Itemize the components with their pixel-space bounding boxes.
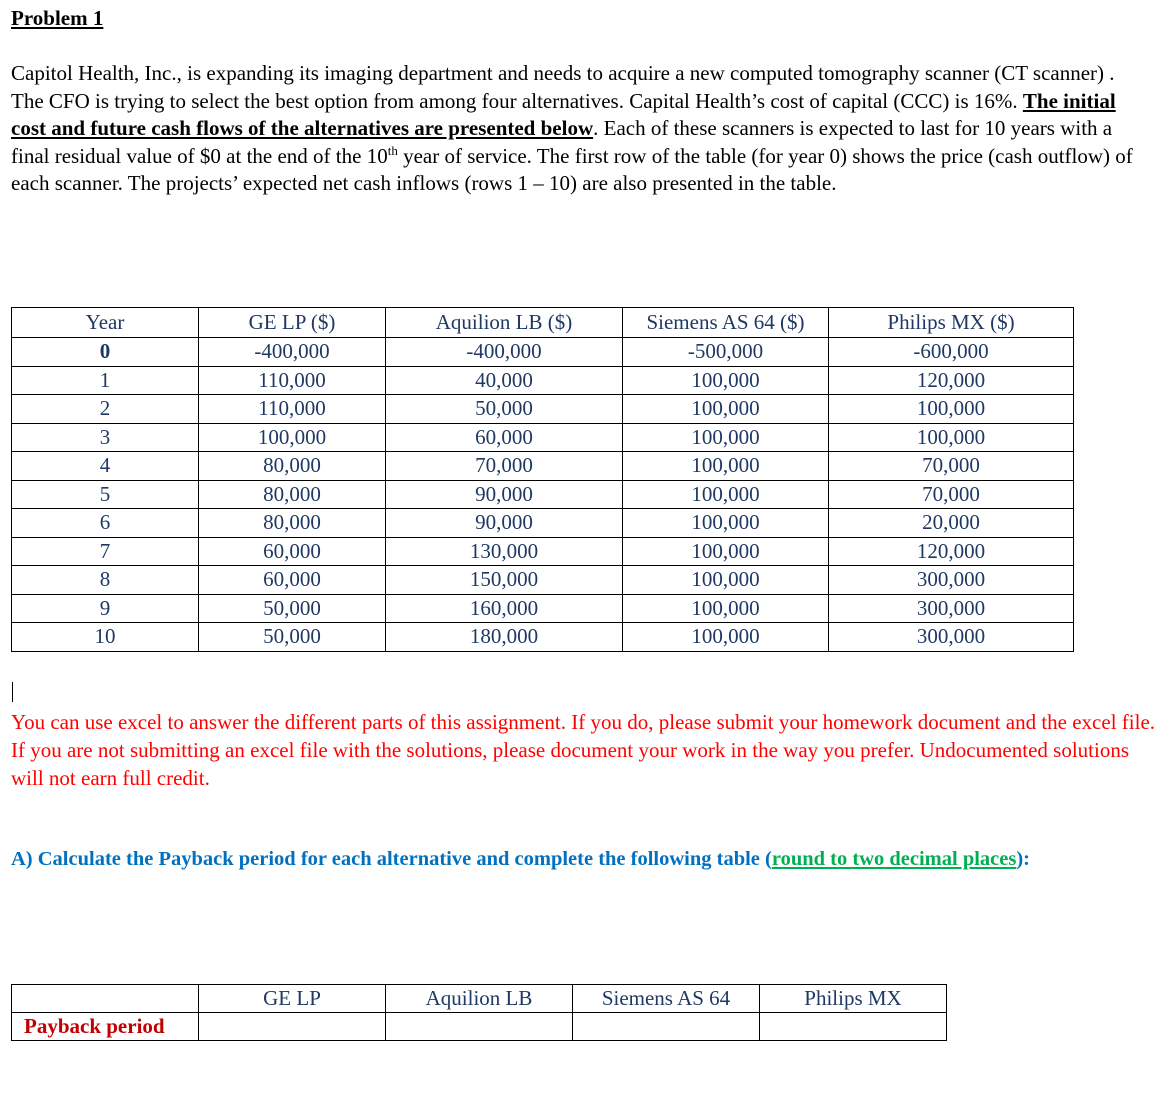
- cell-ge-lp: 50,000: [199, 594, 386, 623]
- cell-aquilion-lb: 90,000: [386, 509, 623, 538]
- cell-aquilion-lb: 70,000: [386, 452, 623, 481]
- cell-aquilion-lb: 130,000: [386, 537, 623, 566]
- intro-superscript: th: [387, 142, 398, 158]
- cell-year: 5: [12, 480, 199, 509]
- cell-year: 1: [12, 366, 199, 395]
- cell-siemens-as64: 100,000: [623, 480, 829, 509]
- question-a: [11, 846, 1141, 873]
- cell-philips-mx: 70,000: [829, 452, 1074, 481]
- cell-siemens-as64: 100,000: [623, 623, 829, 652]
- payback-header-aquilion-lb: Aquilion LB: [386, 985, 573, 1013]
- cell-aquilion-lb: 40,000: [386, 366, 623, 395]
- cell-ge-lp: -400,000: [199, 338, 386, 367]
- payback-header-philips-mx: Philips MX: [760, 985, 947, 1013]
- cash-flow-row: [12, 338, 1074, 367]
- payback-cell-philips-mx[interactable]: [760, 1013, 947, 1041]
- payback-cell-siemens-as64[interactable]: [573, 1013, 760, 1041]
- intro-text-2: . Each of these scanners is expected to last for 10 years with a final residual value of $0 at the end of the 10: [11, 116, 1113, 168]
- cash-flow-row: [12, 395, 1074, 424]
- cell-siemens-as64: 100,000: [623, 594, 829, 623]
- cash-flow-row: [12, 623, 1074, 652]
- payback-cell-aquilion-lb[interactable]: [386, 1013, 573, 1041]
- problem-intro: [11, 60, 1151, 198]
- payback-table: [11, 984, 947, 1041]
- payback-value-row: [12, 1013, 947, 1041]
- cell-siemens-as64: 100,000: [623, 452, 829, 481]
- cell-siemens-as64: 100,000: [623, 537, 829, 566]
- cash-flow-row: [12, 423, 1074, 452]
- cell-aquilion-lb: 150,000: [386, 566, 623, 595]
- cell-year: 7: [12, 537, 199, 566]
- cell-philips-mx: 70,000: [829, 480, 1074, 509]
- question-rounding-note: round to two decimal places: [771, 848, 1017, 870]
- cell-siemens-as64: 100,000: [623, 509, 829, 538]
- cell-ge-lp: 110,000: [199, 395, 386, 424]
- cell-year: 4: [12, 452, 199, 481]
- cell-philips-mx: -600,000: [829, 338, 1074, 367]
- cell-year: 6: [12, 509, 199, 538]
- payback-cell-ge-lp[interactable]: [199, 1013, 386, 1041]
- cell-year: 10: [12, 623, 199, 652]
- cell-aquilion-lb: 180,000: [386, 623, 623, 652]
- header-ge-lp: GE LP ($): [199, 308, 386, 338]
- cell-philips-mx: 300,000: [829, 594, 1074, 623]
- cell-philips-mx: 300,000: [829, 566, 1074, 595]
- cell-ge-lp: 100,000: [199, 423, 386, 452]
- problem-title: Problem 1: [11, 6, 104, 30]
- cell-ge-lp: 80,000: [199, 480, 386, 509]
- text-cursor: [12, 682, 13, 702]
- payback-header-blank: [12, 985, 199, 1013]
- cell-year: 8: [12, 566, 199, 595]
- intro-text-3: year of service. The first row of the table (for year 0) shows the price (cash outflow) of each scanner. The projects’ expected net cash inflows (rows 1 – 10) are also presented in the table.: [11, 143, 1133, 196]
- cash-flow-row: [12, 594, 1074, 623]
- cell-year: 9: [12, 594, 199, 623]
- cash-flow-row: [12, 537, 1074, 566]
- cash-flow-row: [12, 566, 1074, 595]
- payback-header-siemens-as64: Siemens AS 64: [573, 985, 760, 1013]
- payback-row-label: Payback period: [12, 1013, 199, 1041]
- cell-philips-mx: 20,000: [829, 509, 1074, 538]
- payback-header-ge-lp: GE LP: [199, 985, 386, 1013]
- cell-ge-lp: 110,000: [199, 366, 386, 395]
- header-year: Year: [12, 308, 199, 338]
- intro-emphasis: The initial cost and future cash flows of the alternatives are presented below: [11, 88, 1116, 141]
- cell-philips-mx: 120,000: [829, 537, 1074, 566]
- cell-aquilion-lb: 160,000: [386, 594, 623, 623]
- cell-year: 3: [12, 423, 199, 452]
- cell-aquilion-lb: 60,000: [386, 423, 623, 452]
- question-end: ):: [1016, 848, 1031, 870]
- header-philips-mx: Philips MX ($): [829, 308, 1074, 338]
- cash-flow-row: [12, 366, 1074, 395]
- cell-philips-mx: 300,000: [829, 623, 1074, 652]
- payback-header-row: [12, 985, 947, 1013]
- cell-siemens-as64: 100,000: [623, 566, 829, 595]
- cash-flow-row: [12, 452, 1074, 481]
- cell-siemens-as64: -500,000: [623, 338, 829, 367]
- cell-ge-lp: 60,000: [199, 537, 386, 566]
- cash-flow-header-row: [12, 308, 1074, 338]
- cell-siemens-as64: 100,000: [623, 366, 829, 395]
- cell-philips-mx: 100,000: [829, 395, 1074, 424]
- question-text: A) Calculate the Payback period for each alternative and complete the following table (: [11, 848, 772, 870]
- cell-aquilion-lb: 90,000: [386, 480, 623, 509]
- header-siemens-as64: Siemens AS 64 ($): [623, 308, 829, 338]
- cash-flow-row: [12, 480, 1074, 509]
- cell-ge-lp: 80,000: [199, 452, 386, 481]
- cell-year: 0: [12, 338, 199, 367]
- cell-philips-mx: 120,000: [829, 366, 1074, 395]
- cell-aquilion-lb: -400,000: [386, 338, 623, 367]
- intro-text-1: Capitol Health, Inc., is expanding its imaging department and needs to acquire a new computed tomography scanner (CT scanner) . The CFO is trying to select the best option from among four alternatives. Capital Health’s cost of capital (CCC) is 16%.: [11, 61, 1115, 113]
- cell-ge-lp: 80,000: [199, 509, 386, 538]
- cell-ge-lp: 50,000: [199, 623, 386, 652]
- cash-flow-row: [12, 509, 1074, 538]
- header-aquilion-lb: Aquilion LB ($): [386, 308, 623, 338]
- instructions-note: You can use excel to answer the different parts of this assignment. If you do, please submit your homework document and the excel file. If you are not submitting an excel file with the solutions, please document your work in the way you prefer. Undocumented solutions will not earn full credit.: [11, 710, 1156, 790]
- cell-year: 2: [12, 395, 199, 424]
- cell-philips-mx: 100,000: [829, 423, 1074, 452]
- cell-aquilion-lb: 50,000: [386, 395, 623, 424]
- cash-flow-table: [11, 307, 1074, 652]
- cell-siemens-as64: 100,000: [623, 395, 829, 424]
- cell-ge-lp: 60,000: [199, 566, 386, 595]
- cell-siemens-as64: 100,000: [623, 423, 829, 452]
